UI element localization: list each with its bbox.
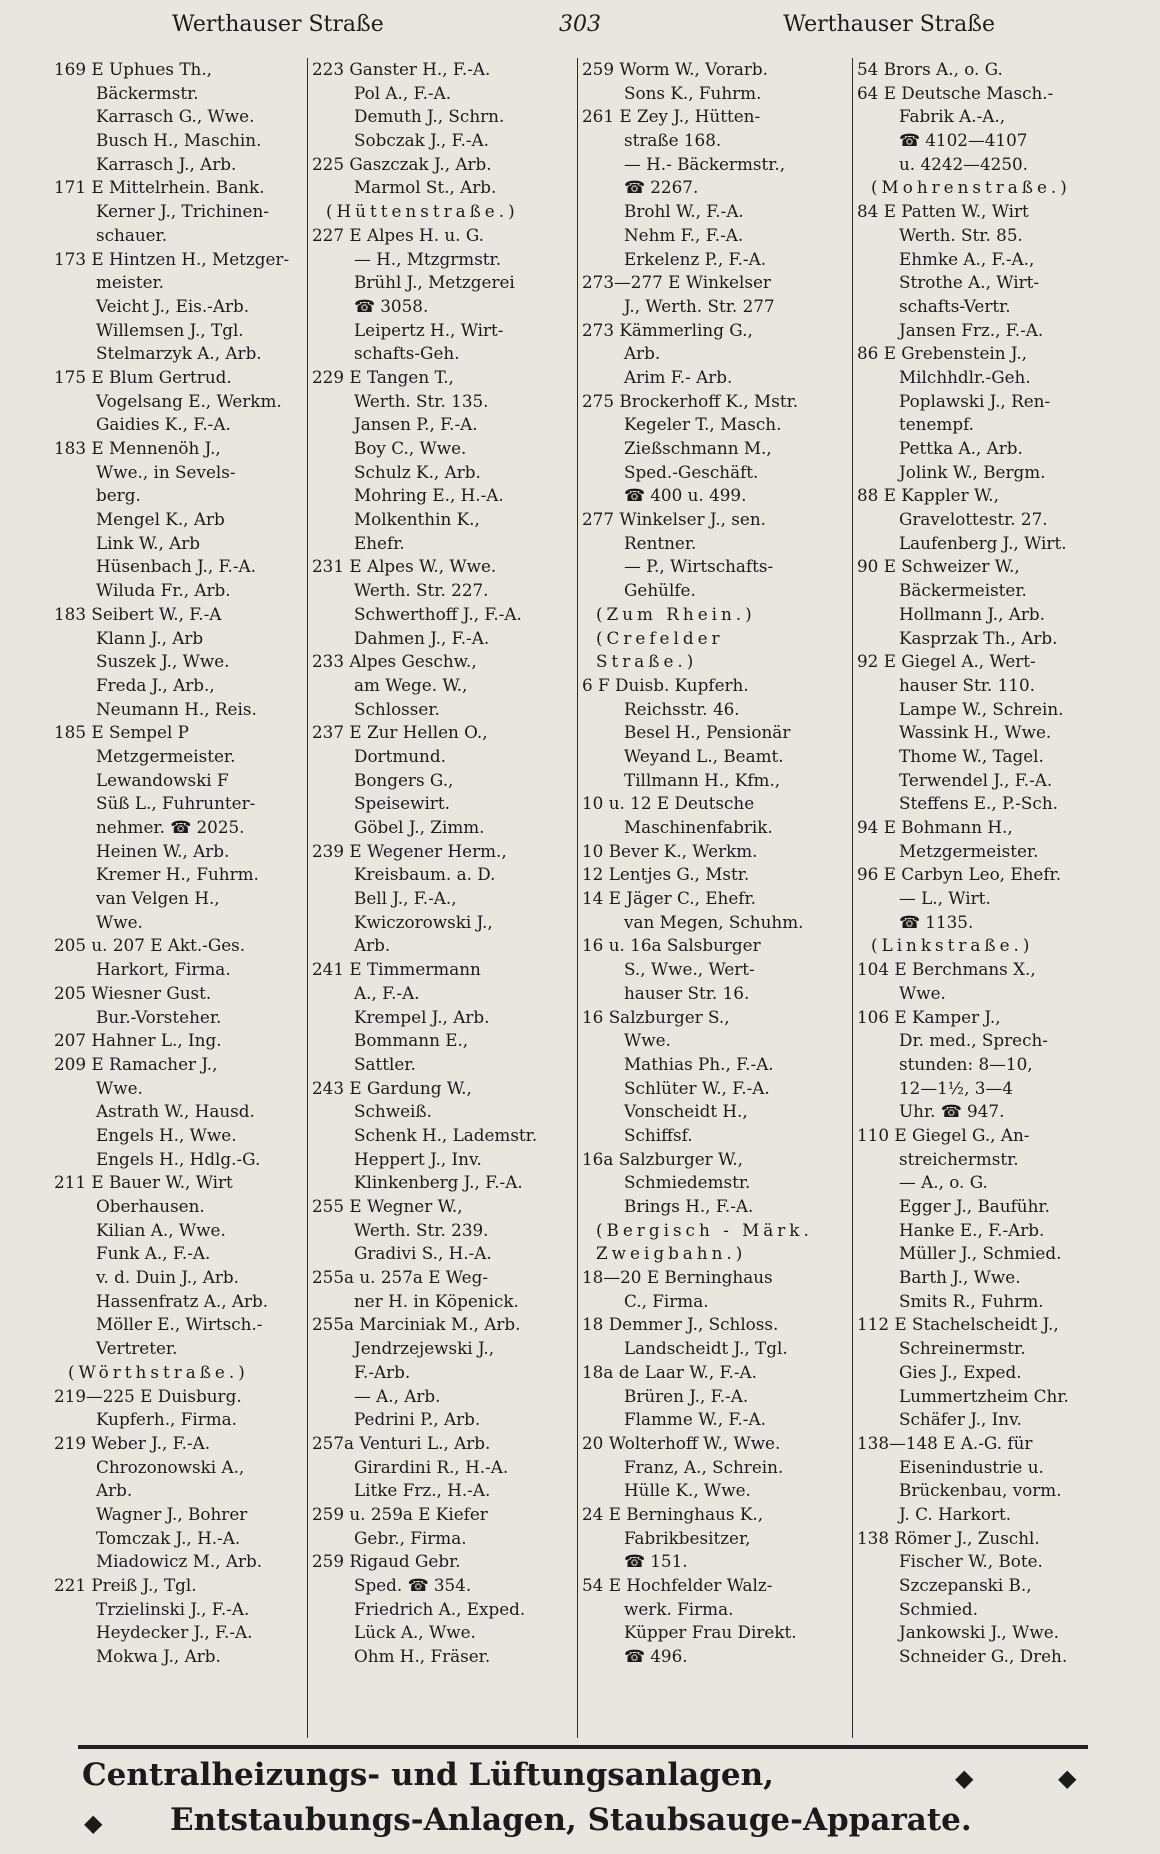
resident-entry: Karrasch G., Wwe.: [96, 106, 255, 127]
house-number-entry: 104 E Berchmans X.,: [857, 959, 1036, 980]
house-number-entry: 241 E Timmermann: [312, 959, 481, 980]
resident-entry: Besel H., Pensionär: [624, 722, 791, 743]
resident-entry: Mengel K., Arb: [96, 509, 225, 530]
house-number-entry: 223 Ganster H., F.-A.: [312, 59, 491, 79]
house-number-entry: 259 Worm W., Vorarb.: [582, 59, 768, 79]
resident-entry: Suszek J., Wwe.: [96, 651, 230, 672]
resident-entry: Wwe.: [96, 1077, 143, 1098]
resident-entry: v. d. Duin J., Arb.: [96, 1267, 239, 1288]
resident-entry: Vogelsang E., Werkm.: [96, 390, 282, 411]
resident-entry: Terwendel J., F.-A.: [899, 769, 1053, 790]
house-number-entry: 239 E Wegener Herm.,: [312, 840, 507, 861]
resident-entry: Poplawski J., Ren-: [899, 390, 1051, 411]
house-number-entry: 175 E Blum Gertrud.: [54, 366, 232, 387]
street-section-heading: Straße.): [596, 651, 698, 672]
resident-entry: Lewandowski F: [96, 769, 229, 790]
resident-entry: Leipertz H., Wirt-: [354, 319, 504, 340]
resident-entry: Möller E., Wirtsch.-: [96, 1314, 263, 1335]
resident-entry: Wassink H., Wwe.: [899, 722, 1052, 743]
resident-entry: Küpper Frau Direkt.: [624, 1622, 797, 1643]
house-number-entry: 112 E Stachelscheidt J.,: [857, 1314, 1059, 1335]
resident-entry: Bongers G.,: [354, 769, 454, 790]
resident-entry: J. C. Harkort.: [899, 1503, 1012, 1524]
resident-entry: Werth. Str. 85.: [899, 224, 1023, 245]
resident-entry: Gies J., Exped.: [899, 1361, 1022, 1382]
house-number-entry: 110 E Giegel G., An-: [857, 1124, 1030, 1145]
resident-entry: Klinkenberg J., F.-A.: [354, 1172, 523, 1193]
street-section-heading: Zweigbahn.): [596, 1243, 747, 1264]
house-number-entry: 209 E Ramacher J.,: [54, 1053, 218, 1074]
house-number-entry: 84 E Patten W., Wirt: [857, 201, 1029, 222]
resident-entry: Bur.-Vorsteher.: [96, 1006, 222, 1027]
resident-entry: Heppert J., Inv.: [354, 1148, 482, 1169]
resident-entry: Schmiedemstr.: [624, 1172, 751, 1193]
resident-entry: schauer.: [96, 224, 168, 245]
resident-entry: Fischer W., Bote.: [899, 1551, 1043, 1572]
street-section-heading: (Wörthstraße.): [68, 1361, 249, 1382]
resident-entry: S., Wwe., Wert-: [624, 959, 755, 980]
street-section-heading: (Mohrenstraße.): [871, 177, 1071, 198]
resident-entry: Milchhdlr.-Geh.: [899, 366, 1031, 387]
diamond-ornament-icon: ◆: [1058, 1763, 1077, 1792]
resident-entry: Sped. ☎ 354.: [354, 1575, 472, 1595]
diamond-ornament-icon: ◆: [84, 1808, 103, 1837]
house-number-entry: 221 Preiß J., Tgl.: [54, 1575, 197, 1595]
resident-entry: Barth J., Wwe.: [899, 1267, 1021, 1288]
resident-entry: Fabrik A.-A.,: [899, 106, 1006, 127]
house-number-entry: 64 E Deutsche Masch.-: [857, 82, 1054, 103]
house-number-entry: 273—277 E Winkelser: [582, 272, 771, 293]
resident-entry: 12—1½, 3—4: [899, 1077, 1013, 1098]
resident-entry: Mohring E., H.-A.: [354, 485, 504, 506]
resident-entry: Rentner.: [624, 532, 697, 553]
resident-entry: Veicht J., Eis.-Arb.: [96, 295, 250, 316]
resident-entry: Smits R., Fuhrm.: [899, 1290, 1044, 1311]
street-section-heading: (Zum Rhein.): [596, 603, 756, 624]
house-number-entry: 255 E Wegner W.,: [312, 1196, 463, 1216]
house-number-entry: 171 E Mittelrhein. Bank.: [54, 177, 265, 198]
resident-entry: stunden: 8—10,: [899, 1053, 1033, 1074]
resident-entry: Arb.: [96, 1480, 133, 1501]
resident-entry: ☎ 151.: [624, 1551, 688, 1572]
resident-entry: Chrozonowski A.,: [96, 1456, 245, 1477]
resident-entry: Laufenberg J., Wirt.: [899, 532, 1067, 553]
resident-entry: van Velgen H.,: [96, 888, 220, 909]
resident-entry: ☎ 3058.: [354, 295, 429, 316]
resident-entry: Schreinermstr.: [899, 1338, 1026, 1359]
resident-entry: Kerner J., Trichinen-: [96, 201, 269, 222]
resident-entry: — P., Wirtschafts-: [624, 556, 774, 577]
house-number-entry: 138 Römer J., Zuschl.: [857, 1527, 1040, 1548]
resident-entry: Hollmann J., Arb.: [899, 603, 1045, 624]
diamond-ornament-icon: ◆: [955, 1763, 974, 1792]
street-section-heading: (Crefelder: [596, 627, 724, 648]
column-1: [50, 58, 308, 1738]
resident-entry: Busch H., Maschin.: [96, 130, 262, 151]
resident-entry: A., F.-A.: [354, 982, 420, 1003]
resident-entry: van Megen, Schuhm.: [624, 911, 804, 932]
resident-entry: Kremer H., Fuhrm.: [96, 864, 259, 885]
resident-entry: Gravelottestr. 27.: [899, 509, 1048, 530]
resident-entry: Jansen P., F.-A.: [354, 414, 478, 435]
house-number-entry: 205 Wiesner Gust.: [54, 982, 212, 1003]
house-number-entry: 233 Alpes Geschw.,: [312, 651, 477, 672]
house-number-entry: 173 E Hintzen H., Metzger-: [54, 248, 290, 269]
resident-entry: Wwe.: [96, 911, 143, 932]
resident-entry: Sons K., Fuhrm.: [624, 82, 762, 103]
house-number-entry: 227 E Alpes H. u. G.: [312, 224, 484, 245]
house-number-entry: 183 E Mennenöh J.,: [54, 438, 221, 458]
resident-entry: Brühl J., Metzgerei: [354, 272, 515, 293]
house-number-entry: 138—148 E A.-G. für: [857, 1432, 1033, 1453]
resident-entry: Schiffsf.: [624, 1124, 693, 1145]
resident-entry: Gradivi S., H.-A.: [354, 1243, 492, 1264]
resident-entry: Ehefr.: [354, 532, 405, 553]
resident-entry: Willemsen J., Tgl.: [96, 319, 244, 340]
house-number-entry: 259 u. 259a E Kiefer: [312, 1503, 488, 1524]
resident-entry: Maschinenfabrik.: [624, 817, 773, 837]
resident-entry: Friedrich A., Exped.: [354, 1598, 526, 1619]
resident-entry: Molkenthin K.,: [354, 509, 480, 530]
resident-entry: Schmied.: [899, 1598, 978, 1619]
resident-entry: Dortmund.: [354, 745, 446, 766]
resident-entry: Brüren J., F.-A.: [624, 1385, 749, 1406]
resident-entry: Schwerthoff J., F.-A.: [354, 603, 522, 624]
resident-entry: Jendrzejewski J.,: [354, 1338, 495, 1359]
resident-entry: Wagner J., Bohrer: [96, 1503, 248, 1524]
resident-entry: Wwe.: [899, 982, 946, 1003]
resident-entry: Zießschmann M.,: [624, 438, 772, 458]
resident-entry: Astrath W., Hausd.: [96, 1101, 255, 1122]
house-number-entry: 24 E Berninghaus K.,: [582, 1503, 764, 1524]
resident-entry: schafts-Vertr.: [899, 295, 1011, 316]
house-number-entry: 219—225 E Duisburg.: [54, 1385, 242, 1406]
house-number-entry: 12 Lentjes G., Mstr.: [582, 864, 750, 885]
house-number-entry: 211 E Bauer W., Wirt: [54, 1172, 233, 1193]
house-number-entry: 20 Wolterhoff W., Wwe.: [582, 1432, 781, 1453]
resident-entry: Heinen W., Arb.: [96, 840, 230, 861]
house-number-entry: 219 Weber J., F.-A.: [54, 1432, 211, 1453]
resident-entry: Demuth J., Schrn.: [354, 106, 505, 127]
house-number-entry: 207 Hahner L., Ing.: [54, 1030, 222, 1051]
resident-entry: Wiluda Fr., Arb.: [96, 580, 231, 601]
resident-entry: Dr. med., Sprech-: [899, 1030, 1048, 1051]
house-number-entry: 6 F Duisb. Kupferh.: [582, 674, 749, 695]
resident-entry: Müller J., Schmied.: [899, 1243, 1062, 1264]
resident-entry: Steffens E., P.-Sch.: [899, 793, 1058, 814]
resident-entry: Sattler.: [354, 1053, 416, 1074]
house-number-entry: 205 u. 207 E Akt.-Ges.: [54, 935, 246, 956]
resident-entry: Tillmann H., Kfm.,: [624, 769, 781, 790]
resident-entry: Hanke E., F.-Arb.: [899, 1219, 1045, 1240]
resident-entry: Jolink W., Bergm.: [899, 461, 1046, 482]
house-number-entry: 273 Kämmerling G.,: [582, 319, 753, 340]
resident-entry: Vertreter.: [96, 1338, 178, 1359]
house-number-entry: 18a de Laar W., F.-A.: [582, 1361, 758, 1382]
resident-entry: Brohl W., F.-A.: [624, 201, 744, 222]
resident-entry: — A., Arb.: [354, 1385, 441, 1406]
resident-entry: hauser Str. 110.: [899, 674, 1035, 695]
resident-entry: ☎ 1135.: [899, 911, 974, 932]
house-number-entry: 255a Marciniak M., Arb.: [312, 1314, 521, 1335]
resident-entry: Schlosser.: [354, 698, 440, 719]
resident-entry: ☎ 4102—4107: [899, 130, 1028, 151]
resident-entry: Hassenfratz A., Arb.: [96, 1290, 269, 1311]
resident-entry: Krempel J., Arb.: [354, 1006, 490, 1027]
resident-entry: Eisenindustrie u.: [899, 1456, 1044, 1477]
resident-entry: Schlüter W., F.-A.: [624, 1077, 770, 1098]
resident-entry: Engels H., Hdlg.-G.: [96, 1148, 261, 1169]
resident-entry: Gebr., Firma.: [354, 1527, 467, 1548]
house-number-entry: 16 Salzburger S.,: [582, 1006, 730, 1027]
house-number-entry: 18 Demmer J., Schloss.: [582, 1314, 779, 1335]
resident-entry: Süß L., Fuhrunter-: [96, 793, 256, 814]
resident-entry: ner H. in Köpenick.: [354, 1290, 519, 1311]
header-street-left: Werthauser Straße: [172, 12, 384, 37]
resident-entry: Gaidies K., F.-A.: [96, 414, 231, 435]
resident-entry: Werth. Str. 227.: [354, 580, 489, 601]
house-number-entry: 54 Brors A., o. G.: [857, 59, 1003, 79]
resident-entry: Wwe.: [624, 1030, 671, 1051]
resident-entry: J., Werth. Str. 277: [624, 295, 775, 316]
ad-dust-text: Entstaubungs-Anlagen, Staubsauge-Apparate.: [170, 1802, 972, 1838]
resident-entry: Mokwa J., Arb.: [96, 1646, 221, 1667]
resident-entry: berg.: [96, 485, 141, 506]
resident-entry: Schneider G., Dreh.: [899, 1646, 1068, 1667]
resident-entry: Kilian A., Wwe.: [96, 1219, 226, 1240]
resident-entry: Kupferh., Firma.: [96, 1409, 237, 1430]
resident-entry: — L., Wirt.: [899, 888, 991, 909]
resident-entry: Kegeler T., Masch.: [624, 414, 782, 435]
resident-entry: Uhr. ☎ 947.: [899, 1101, 1005, 1122]
street-section-heading: (Linkstraße.): [871, 935, 1034, 956]
resident-entry: Freda J., Arb.,: [96, 674, 215, 695]
resident-entry: Stelmarzyk A., Arb.: [96, 343, 262, 364]
house-number-entry: 255a u. 257a E Weg-: [312, 1267, 489, 1288]
resident-entry: Werth. Str. 135.: [354, 390, 489, 411]
running-head: [0, 10, 1160, 44]
resident-entry: Kasprzak Th., Arb.: [899, 627, 1058, 648]
footer-rule: [78, 1745, 1088, 1749]
resident-entry: Lampe W., Schrein.: [899, 698, 1064, 719]
resident-entry: u. 4242—4250.: [899, 153, 1029, 174]
resident-entry: Reichsstr. 46.: [624, 698, 740, 719]
page-number: 303: [559, 12, 601, 37]
resident-entry: Hüsenbach J., F.-A.: [96, 556, 256, 577]
house-number-entry: 92 E Giegel A., Wert-: [857, 651, 1036, 672]
resident-entry: Miadowicz M., Arb.: [96, 1551, 263, 1572]
resident-entry: Vonscheidt H.,: [624, 1101, 748, 1122]
resident-entry: straße 168.: [624, 130, 722, 151]
house-number-entry: 14 E Jäger C., Ehefr.: [582, 888, 756, 909]
resident-entry: Kwiczorowski J.,: [354, 911, 493, 932]
resident-entry: Gehülfe.: [624, 580, 696, 601]
house-number-entry: 18—20 E Berninghaus: [582, 1267, 773, 1288]
house-number-entry: 10 Bever K., Werkm.: [582, 840, 758, 861]
resident-entry: Engels H., Wwe.: [96, 1124, 237, 1145]
resident-entry: Franz, A., Schrein.: [624, 1456, 784, 1477]
house-number-entry: 16 u. 16a Salsburger: [582, 935, 761, 956]
resident-entry: schafts-Geh.: [354, 343, 460, 364]
resident-entry: Schenk H., Lademstr.: [354, 1124, 538, 1145]
resident-entry: am Wege. W.,: [354, 674, 468, 695]
resident-entry: hauser Str. 16.: [624, 982, 750, 1003]
resident-entry: Karrasch J., Arb.: [96, 153, 237, 174]
resident-entry: Boy C., Wwe.: [354, 438, 467, 458]
resident-entry: Arb.: [624, 343, 661, 364]
resident-entry: Egger J., Bauführ.: [899, 1196, 1050, 1216]
resident-entry: Ohm H., Fräser.: [354, 1646, 491, 1667]
resident-entry: Link W., Arb: [96, 532, 201, 553]
header-street-right: Werthauser Straße: [783, 12, 995, 37]
resident-entry: Brückenbau, vorm.: [899, 1480, 1062, 1501]
column-3: [578, 58, 853, 1738]
resident-entry: Wwe., in Sevels-: [96, 461, 236, 482]
resident-entry: Kreisbaum. a. D.: [354, 864, 496, 885]
resident-entry: ☎ 496.: [624, 1646, 688, 1667]
resident-entry: Tomczak J., H.-A.: [96, 1527, 241, 1548]
resident-entry: Pettka A., Arb.: [899, 438, 1023, 458]
resident-entry: Schäfer J., Inv.: [899, 1409, 1022, 1430]
resident-entry: Funk A., F.-A.: [96, 1243, 211, 1264]
resident-entry: Arb.: [354, 935, 391, 956]
resident-entry: Sped.-Geschäft.: [624, 461, 759, 482]
column-2: [308, 58, 578, 1738]
resident-entry: Litke Frz., H.-A.: [354, 1480, 491, 1501]
resident-entry: — A., o. G.: [899, 1172, 988, 1193]
column-4: [853, 58, 1142, 1738]
resident-entry: Klann J., Arb: [96, 627, 204, 648]
resident-entry: ☎ 2267.: [624, 177, 699, 198]
house-number-entry: 183 Seibert W., F.-A: [54, 603, 222, 624]
resident-entry: Speisewirt.: [354, 793, 450, 814]
house-number-entry: 86 E Grebenstein J.,: [857, 343, 1027, 364]
house-number-entry: 225 Gaszczak J., Arb.: [312, 153, 492, 174]
resident-entry: Göbel J., Zimm.: [354, 817, 485, 837]
resident-entry: Erkelenz P., F.-A.: [624, 248, 767, 269]
house-number-entry: 243 E Gardung W.,: [312, 1077, 472, 1098]
resident-entry: Lück A., Wwe.: [354, 1622, 476, 1643]
house-number-entry: 275 Brockerhoff K., Mstr.: [582, 390, 799, 411]
resident-entry: Bommann E.,: [354, 1030, 469, 1051]
house-number-entry: 237 E Zur Hellen O.,: [312, 722, 488, 743]
house-number-entry: 10 u. 12 E Deutsche: [582, 793, 755, 814]
house-number-entry: 90 E Schweizer W.,: [857, 556, 1020, 577]
house-number-entry: 185 E Sempel P: [54, 722, 189, 743]
house-number-entry: 94 E Bohmann H.,: [857, 817, 1013, 837]
house-number-entry: 257a Venturi L., Arb.: [312, 1432, 491, 1453]
resident-entry: Szczepanski B.,: [899, 1575, 1032, 1595]
resident-entry: Arim F.- Arb.: [624, 366, 733, 387]
resident-entry: Fabrikbesitzer,: [624, 1527, 751, 1548]
resident-entry: Mathias Ph., F.-A.: [624, 1053, 774, 1074]
resident-entry: Marmol St., Arb.: [354, 177, 497, 198]
resident-entry: werk. Firma.: [624, 1598, 734, 1619]
resident-entry: Thome W., Tagel.: [899, 745, 1044, 766]
resident-entry: streichermstr.: [899, 1148, 1019, 1169]
resident-entry: Trzielinski J., F.-A.: [96, 1598, 250, 1619]
house-number-entry: 229 E Tangen T.,: [312, 366, 454, 387]
resident-entry: Flamme W., F.-A.: [624, 1409, 766, 1430]
resident-entry: Pol A., F.-A.: [354, 82, 452, 103]
house-number-entry: 261 E Zey J., Hütten-: [582, 106, 761, 127]
house-number-entry: 106 E Kamper J.,: [857, 1006, 1001, 1027]
resident-entry: Schweiß.: [354, 1101, 432, 1122]
resident-entry: Lummertzheim Chr.: [899, 1385, 1069, 1406]
resident-entry: Bäckermeister.: [899, 580, 1027, 601]
resident-entry: Ehmke A., F.-A.,: [899, 248, 1035, 269]
house-number-entry: 16a Salzburger W.,: [582, 1148, 743, 1169]
resident-entry: Schulz K., Arb.: [354, 461, 481, 482]
resident-entry: Pedrini P., Arb.: [354, 1409, 481, 1430]
resident-entry: Jansen Frz., F.-A.: [899, 319, 1044, 340]
house-number-entry: 277 Winkelser J., sen.: [582, 509, 766, 530]
resident-entry: Bäckermstr.: [96, 82, 199, 103]
resident-entry: ☎ 400 u. 499.: [624, 485, 747, 506]
resident-entry: nehmer. ☎ 2025.: [96, 817, 245, 837]
resident-entry: Weyand L., Beamt.: [624, 745, 784, 766]
directory-columns: [50, 58, 1142, 1738]
street-section-heading: (Hüttenstraße.): [326, 201, 519, 222]
resident-entry: Werth. Str. 239.: [354, 1219, 489, 1240]
resident-entry: Landscheidt J., Tgl.: [624, 1338, 788, 1359]
resident-entry: F.-Arb.: [354, 1361, 411, 1382]
house-number-entry: 96 E Carbyn Leo, Ehefr.: [857, 864, 1062, 885]
resident-entry: — H., Mtzgrmstr.: [354, 248, 502, 269]
resident-entry: Sobczak J., F.-A.: [354, 130, 490, 151]
resident-entry: Hülle K., Wwe.: [624, 1480, 751, 1501]
resident-entry: Bell J., F.-A.,: [354, 888, 457, 909]
resident-entry: C., Firma.: [624, 1290, 709, 1311]
house-number-entry: 88 E Kappler W.,: [857, 485, 999, 506]
house-number-entry: 259 Rigaud Gebr.: [312, 1551, 461, 1572]
resident-entry: Girardini R., H.-A.: [354, 1456, 509, 1477]
resident-entry: Metzgermeister.: [899, 840, 1039, 861]
resident-entry: tenempf.: [899, 414, 975, 435]
house-number-entry: 54 E Hochfelder Walz-: [582, 1575, 773, 1595]
resident-entry: Strothe A., Wirt-: [899, 272, 1040, 293]
resident-entry: Oberhausen.: [96, 1196, 205, 1216]
resident-entry: Nehm F., F.-A.: [624, 224, 744, 245]
house-number-entry: 231 E Alpes W., Wwe.: [312, 556, 497, 577]
resident-entry: Neumann H., Reis.: [96, 698, 257, 719]
resident-entry: Brings H., F.-A.: [624, 1196, 754, 1216]
resident-entry: — H.- Bäckermstr.,: [624, 153, 786, 174]
resident-entry: Harkort, Firma.: [96, 959, 231, 980]
ad-heating-text: Centralheizungs- und Lüftungsanlagen,: [82, 1757, 774, 1793]
resident-entry: meister.: [96, 272, 165, 293]
resident-entry: Jankowski J., Wwe.: [899, 1622, 1059, 1643]
house-number-entry: 169 E Uphues Th.,: [54, 59, 212, 79]
street-section-heading: (Bergisch - Märk.: [596, 1219, 813, 1240]
resident-entry: Dahmen J., F.-A.: [354, 627, 490, 648]
resident-entry: Heydecker J., F.-A.: [96, 1622, 253, 1643]
resident-entry: Metzgermeister.: [96, 745, 236, 766]
